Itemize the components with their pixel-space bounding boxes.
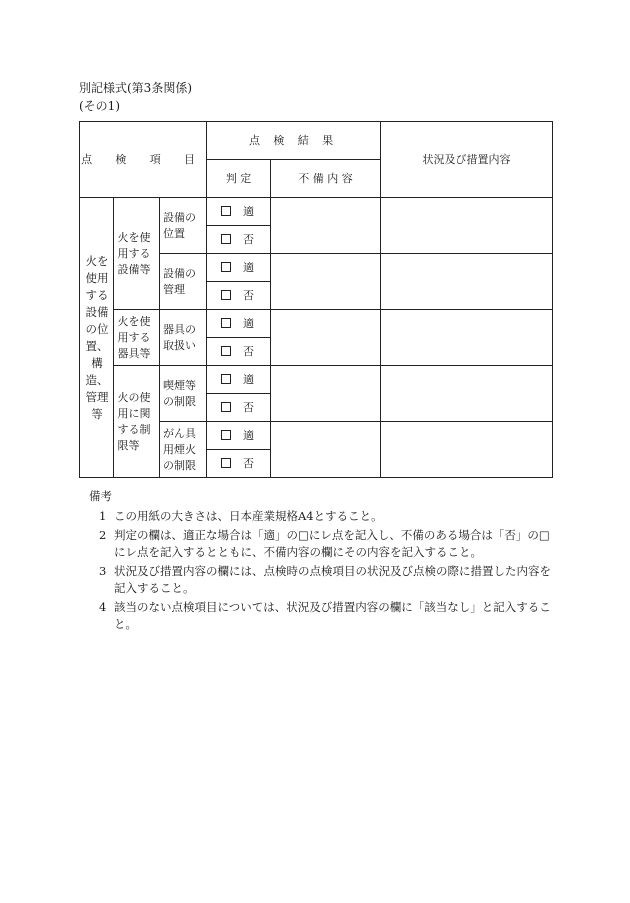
- checkbox[interactable]: [221, 346, 231, 356]
- defect-cell[interactable]: [271, 198, 381, 254]
- sub-cell-equip-management: 設備の管理: [160, 254, 207, 310]
- remark-item: 3 状況及び措置内容の欄には、点検時の点検項目の状況及び点検の際に措置した内容を記入すること。: [99, 564, 551, 595]
- form-subtitle: (その1): [79, 99, 120, 113]
- remark-item: 4 該当のない点検項目については、状況及び措置内容の欄に「該当なし」と記入すること。: [99, 600, 551, 631]
- status-cell[interactable]: [381, 422, 553, 478]
- checkbox[interactable]: [221, 234, 231, 244]
- header-inspection-result: 点 検 結 果: [207, 122, 381, 160]
- judgment-ng-option[interactable]: 否: [207, 338, 271, 366]
- group-cell-appliance: 火を使用する器具等: [114, 310, 160, 366]
- header-inspection-item: 点 検 項 目: [80, 122, 207, 198]
- judgment-ng-option[interactable]: 否: [207, 450, 271, 478]
- checkbox[interactable]: [221, 458, 231, 468]
- checkbox[interactable]: [221, 290, 231, 300]
- judgment-ok-option[interactable]: 適: [207, 366, 271, 394]
- sub-cell-equip-location: 設備の位置: [160, 198, 207, 254]
- header-defect: 不 備 内 容: [271, 160, 381, 198]
- checkbox[interactable]: [221, 402, 231, 412]
- category-label: 火を使用する設備の位置、構造、管理等: [85, 253, 109, 421]
- defect-cell[interactable]: [271, 310, 381, 366]
- checkbox[interactable]: [221, 374, 231, 384]
- sub-cell-toy-fireworks: がん具用煙火の制限: [160, 422, 207, 478]
- remark-item: 1 この用紙の大きさは、日本産業規格A4とすること。: [99, 509, 383, 523]
- judgment-ng-option[interactable]: 否: [207, 226, 271, 254]
- status-cell[interactable]: [381, 254, 553, 310]
- category-cell: [80, 198, 114, 478]
- sub-cell-smoking: 喫煙等の制限: [160, 366, 207, 422]
- remarks-title: 備考: [89, 489, 112, 503]
- judgment-ng-option[interactable]: 否: [207, 282, 271, 310]
- judgment-ok-option[interactable]: 適: [207, 310, 271, 338]
- checkbox[interactable]: [221, 318, 231, 328]
- header-status-measures: 状況及び措置内容: [381, 122, 553, 198]
- status-cell[interactable]: [381, 310, 553, 366]
- group-cell-fireuse: 火の使用に関する制限等: [114, 366, 160, 478]
- form-title: 別記様式(第3条関係): [79, 81, 192, 95]
- defect-cell[interactable]: [271, 254, 381, 310]
- judgment-ok-option[interactable]: 適: [207, 254, 271, 282]
- group-cell-equipment: 火を使用する設備等: [114, 198, 160, 310]
- status-cell[interactable]: [381, 198, 553, 254]
- header-judgment: 判 定: [207, 160, 271, 198]
- remarks-section: [79, 488, 559, 635]
- remark-item: 2 判定の欄は、適正な場合は「適」の□にレ点を記入し、不備のある場合は「否」の□にレ点を記入するとともに、不備内容の欄にその内容を記入すること。: [99, 528, 550, 559]
- status-cell[interactable]: [381, 366, 553, 422]
- inspection-table: [79, 121, 553, 478]
- judgment-ng-option[interactable]: 否: [207, 394, 271, 422]
- checkbox[interactable]: [221, 262, 231, 272]
- checkbox[interactable]: [221, 206, 231, 216]
- defect-cell[interactable]: [271, 422, 381, 478]
- judgment-ok-option[interactable]: 適: [207, 422, 271, 450]
- judgment-ok-option[interactable]: 適: [207, 198, 271, 226]
- defect-cell[interactable]: [271, 366, 381, 422]
- checkbox[interactable]: [221, 430, 231, 440]
- sub-cell-appliance-handling: 器具の取扱い: [160, 310, 207, 366]
